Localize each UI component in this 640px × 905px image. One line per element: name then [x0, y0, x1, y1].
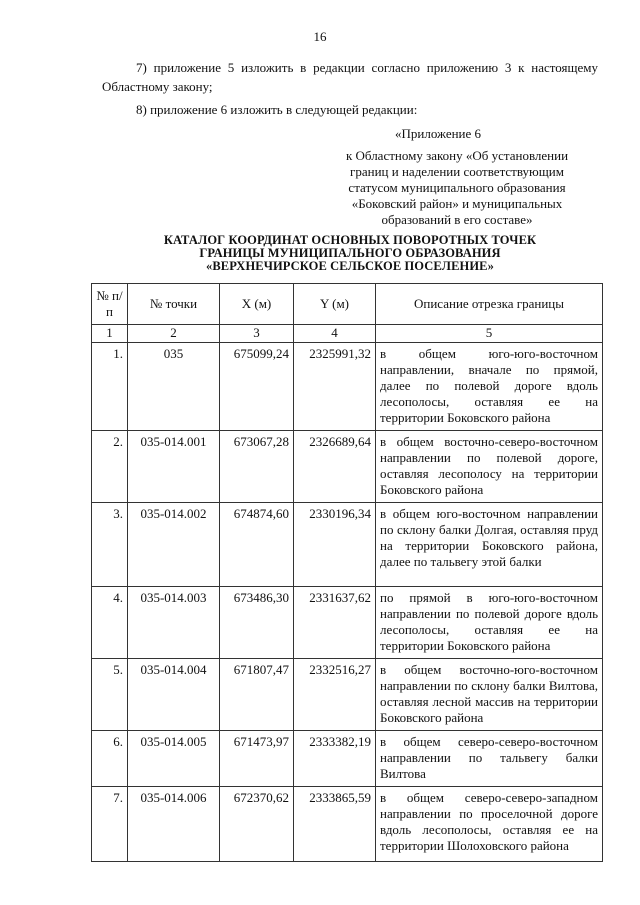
- column-number-row: [92, 325, 603, 343]
- header-y: Y (м): [294, 284, 376, 325]
- paragraph-8-text: приложение 6 изложить в следующей редакции:: [150, 102, 418, 117]
- segment-description: [376, 659, 603, 731]
- table-row: [92, 343, 603, 431]
- segment-description-text: в общем северо-северо-восточном направлении по тальвегу балки Вилтова: [380, 734, 598, 781]
- y-coordinate-text: 2325991,32: [309, 346, 371, 361]
- segment-description-text: в общем восточно-северо-восточном направлении по полевой дороге, оставляя лесополосу на территории Боковского района: [380, 434, 598, 497]
- point-number: [128, 587, 220, 659]
- y-coordinate-text: 2330196,34: [309, 506, 371, 521]
- x-coordinate-text: 672370,62: [233, 790, 289, 805]
- segment-description: [376, 343, 603, 431]
- row-number: [92, 731, 128, 787]
- point-number-text: 035-014.003: [140, 590, 207, 605]
- x-coordinate: [220, 587, 294, 659]
- table-row: [92, 431, 603, 503]
- column-number: 5: [376, 325, 603, 343]
- catalog-title-line: КАТАЛОГ КООРДИНАТ ОСНОВНЫХ ПОВОРОТНЫХ ТОЧЕК: [163, 233, 537, 247]
- point-number: [128, 787, 220, 862]
- table-header-row: [92, 284, 603, 325]
- point-number: [128, 659, 220, 731]
- x-coordinate-text: 671473,97: [233, 734, 289, 749]
- x-coordinate: [220, 659, 294, 731]
- column-number: 3: [220, 325, 294, 343]
- table-row: [92, 731, 603, 787]
- y-coordinate: [294, 731, 376, 787]
- catalog-title-line: ГРАНИЦЫ МУНИЦИПАЛЬНОГО ОБРАЗОВАНИЯ: [199, 246, 501, 260]
- header-description: Описание отрезка границы: [376, 284, 603, 325]
- segment-description: [376, 731, 603, 787]
- row-number-text: 7.: [113, 790, 123, 805]
- x-coordinate: [220, 731, 294, 787]
- segment-description-text: в общем юго-восточном направлении по склону балки Долгая, оставляя пруд на территории Боковского района, далее по тальвегу этой балки: [380, 506, 598, 569]
- header-x: X (м): [220, 284, 294, 325]
- paragraph-8-prefix: 8): [136, 102, 147, 117]
- row-number-text: 6.: [113, 734, 123, 749]
- y-coordinate-text: 2333865,59: [309, 790, 371, 805]
- y-coordinate: [294, 343, 376, 431]
- annex-caption: [312, 148, 602, 228]
- x-coordinate: [220, 787, 294, 862]
- paragraph-7-text: приложение 5 изложить в редакции согласно приложению 3 к настоящему Областному закону;: [102, 60, 598, 94]
- point-number-text: 035-014.002: [140, 506, 207, 521]
- annex-line: «Боковский район» и муниципальных: [351, 196, 563, 211]
- y-coordinate: [294, 503, 376, 587]
- row-number: [92, 587, 128, 659]
- table-row: [92, 659, 603, 731]
- column-number: 4: [294, 325, 376, 343]
- segment-description: [376, 787, 603, 862]
- column-number: 1: [92, 325, 128, 343]
- y-coordinate: [294, 659, 376, 731]
- segment-description-text: в общем северо-северо-западном направлении по проселочной дороге вдоль лесополосы, оставляя ее на территории Шолоховского района: [380, 790, 598, 853]
- y-coordinate: [294, 587, 376, 659]
- coordinates-table: [91, 283, 603, 862]
- segment-description-text: по прямой в юго-юго-восточном направлении по полевой дороге вдоль лесополосы, оставляя ее на территории Боковского района: [380, 590, 598, 653]
- segment-description: [376, 503, 603, 587]
- point-number-text: 035-014.006: [140, 790, 207, 805]
- row-number-text: 4.: [113, 590, 123, 605]
- y-coordinate-text: 2332516,27: [309, 662, 371, 677]
- segment-description: [376, 431, 603, 503]
- row-number: [92, 503, 128, 587]
- header-row-number: № п/п: [92, 284, 128, 325]
- paragraph-8: [102, 100, 598, 119]
- x-coordinate-text: 674874,60: [233, 506, 289, 521]
- paragraph-7-prefix: 7): [136, 60, 147, 75]
- point-number-text: 035-014.005: [140, 734, 207, 749]
- y-coordinate: [294, 787, 376, 862]
- x-coordinate-text: 671807,47: [233, 662, 289, 677]
- table-row: [92, 503, 603, 587]
- row-number-text: 5.: [113, 662, 123, 677]
- row-number-text: 3.: [113, 506, 123, 521]
- page-number: 16: [313, 29, 327, 44]
- point-number-text: 035: [163, 346, 184, 361]
- column-number: 2: [128, 325, 220, 343]
- point-number: [128, 731, 220, 787]
- table-row: [92, 787, 603, 862]
- y-coordinate-text: 2326689,64: [309, 434, 371, 449]
- point-number-text: 035-014.001: [140, 434, 207, 449]
- x-coordinate-text: 673486,30: [233, 590, 289, 605]
- row-number: [92, 659, 128, 731]
- x-coordinate-text: 673067,28: [233, 434, 289, 449]
- point-number: [128, 503, 220, 587]
- y-coordinate-text: 2331637,62: [309, 590, 371, 605]
- row-number: [92, 787, 128, 862]
- annex-line: границ и наделении соответствующим: [350, 164, 564, 179]
- point-number-text: 035-014.004: [140, 662, 207, 677]
- catalog-title: [102, 234, 598, 273]
- y-coordinate: [294, 431, 376, 503]
- segment-description-text: в общем юго-юго-восточном направлении, вначале по прямой, далее по полевой дороге вдоль лесополосы, оставляя ее на территории Боковского района: [380, 346, 598, 425]
- row-number: [92, 431, 128, 503]
- x-coordinate: [220, 343, 294, 431]
- segment-description-text: в общем восточно-юго-восточном направлении по склону балки Вилтова, оставляя лесной массив на территории Боковского района: [380, 662, 598, 725]
- y-coordinate-text: 2333382,19: [309, 734, 371, 749]
- row-number-text: 2.: [113, 434, 123, 449]
- table-row: [92, 587, 603, 659]
- annex-line: статусом муниципального образования: [348, 180, 566, 195]
- annex-line: к Областному закону «Об установлении: [345, 148, 569, 163]
- x-coordinate: [220, 431, 294, 503]
- row-number: [92, 343, 128, 431]
- segment-description: [376, 587, 603, 659]
- catalog-title-line: «ВЕРХНЕЧИРСКОЕ СЕЛЬСКОЕ ПОСЕЛЕНИЕ»: [206, 259, 494, 273]
- header-point-number: № точки: [128, 284, 220, 325]
- point-number: [128, 343, 220, 431]
- point-number: [128, 431, 220, 503]
- x-coordinate-text: 675099,24: [233, 346, 289, 361]
- paragraph-7: [102, 58, 598, 96]
- annex-title: «Приложение 6: [395, 126, 482, 141]
- annex-line: образований в его составе»: [381, 212, 533, 227]
- x-coordinate: [220, 503, 294, 587]
- row-number-text: 1.: [113, 346, 123, 361]
